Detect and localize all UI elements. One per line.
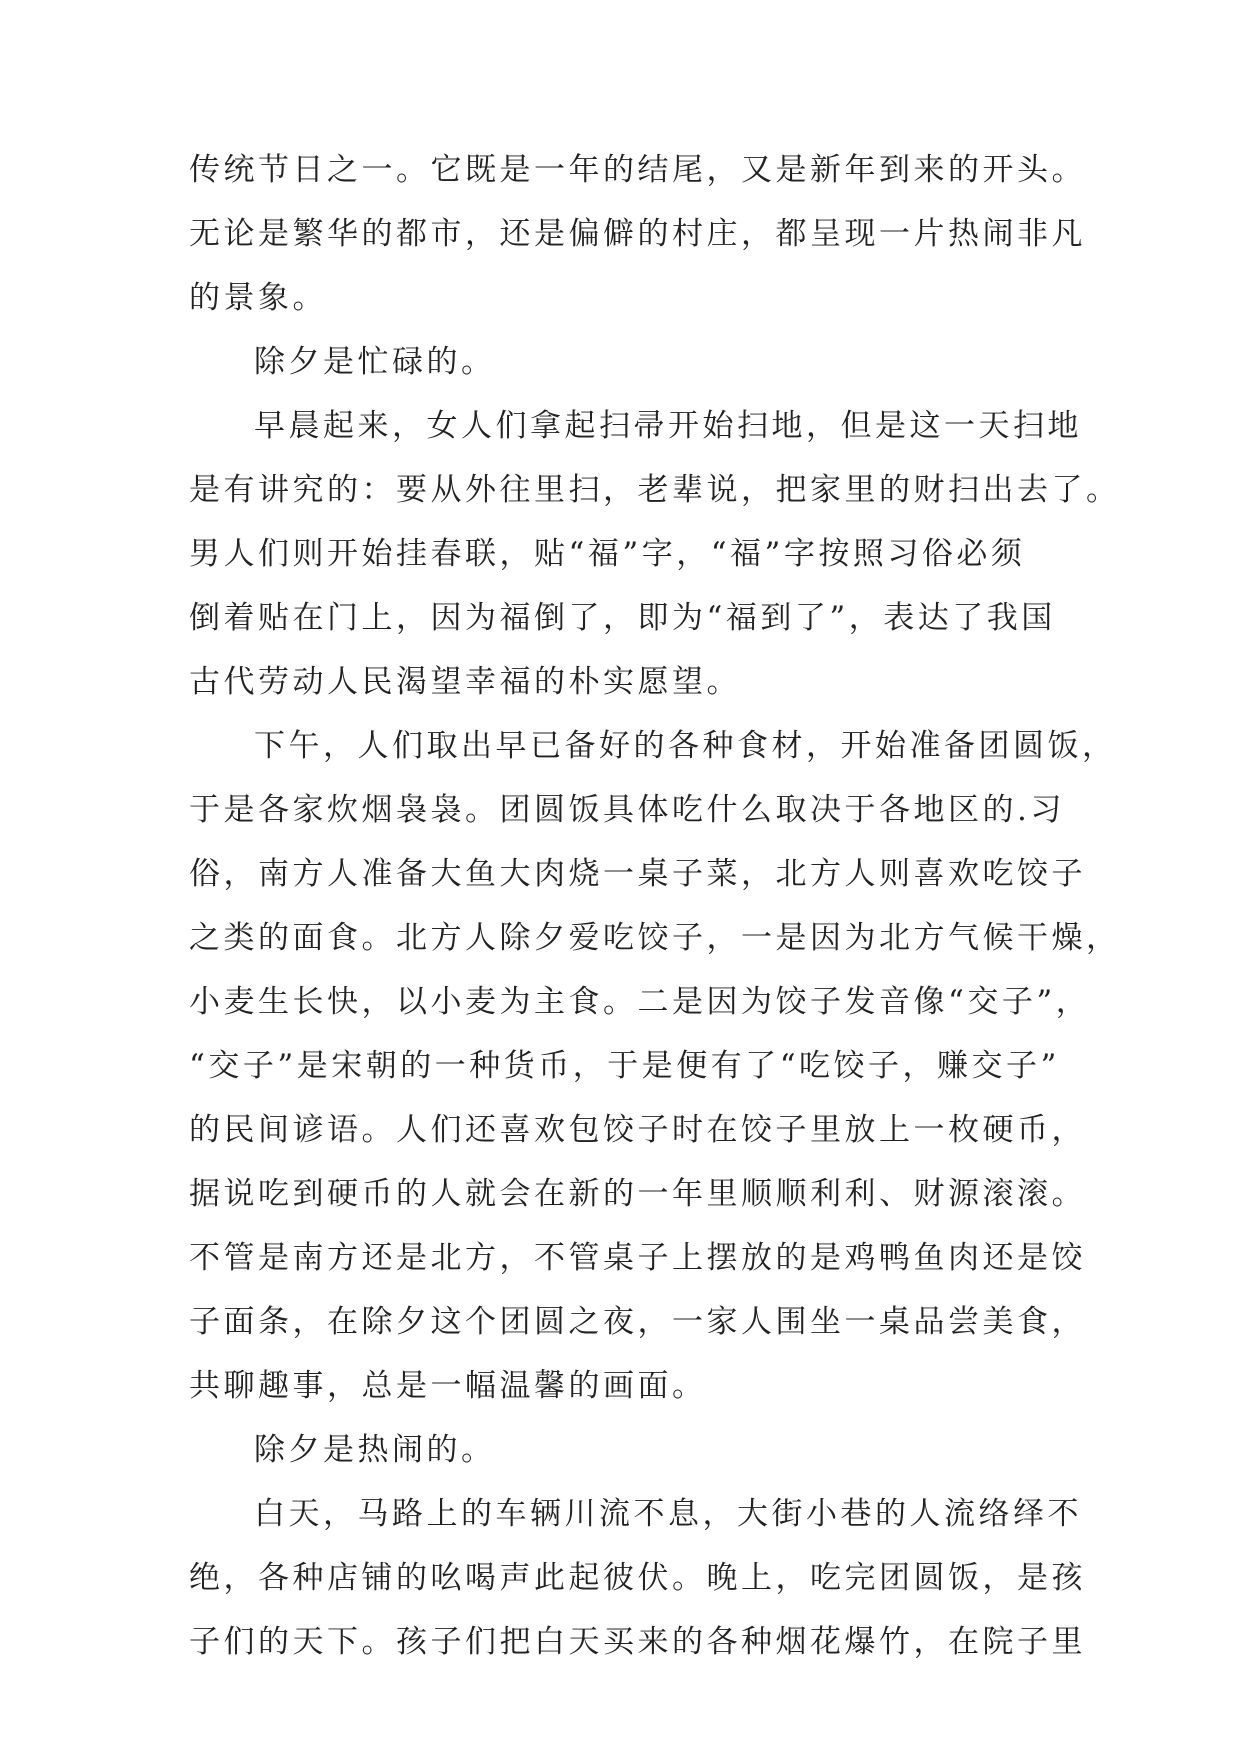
text-line: 绝，各种店铺的吆喝声此起彼伏。晚上，吃完团圆饭，是孩 xyxy=(189,1560,1086,1596)
section-heading: 除夕是忙碌的。 xyxy=(254,344,496,380)
text-line: 小麦生长快，以小麦为主食。二是因为饺子发音像“交子”， xyxy=(189,984,1091,1020)
text-line: 子面条，在除夕这个团圆之夜，一家人围坐一桌品尝美食， xyxy=(189,1304,1086,1340)
text-line: 之类的面食。北方人除夕爱吃饺子，一是因为北方气候干燥， xyxy=(189,920,1121,956)
text-line: “交子”是宋朝的一种货币，于是便有了“吃饺子，赚交子” xyxy=(189,1048,1060,1084)
text-line: 俗，南方人准备大鱼大肉烧一桌子菜，北方人则喜欢吃饺子 xyxy=(189,856,1086,892)
text-line: 男人们则开始挂春联，贴“福”字，“福”字按照习俗必须 xyxy=(189,536,1026,572)
text-line: 无论是繁华的都市，还是偏僻的村庄，都呈现一片热闹非凡 xyxy=(189,216,1086,252)
text-line: 白天，马路上的车辆川流不息，大街小巷的人流络绎不 xyxy=(254,1496,1082,1532)
text-line: 传统节日之一。它既是一年的结尾，又是新年到来的开头。 xyxy=(189,152,1086,188)
text-line: 的民间谚语。人们还喜欢包饺子时在饺子里放上一枚硬币， xyxy=(189,1112,1086,1148)
text-line: 不管是南方还是北方，不管桌子上摆放的是鸡鸭鱼肉还是饺 xyxy=(189,1240,1086,1276)
text-line: 共聊趣事，总是一幅温馨的画面。 xyxy=(189,1368,707,1404)
text-line: 的景象。 xyxy=(189,280,327,316)
text-line: 于是各家炊烟袅袅。团圆饭具体吃什么取决于各地区的.习 xyxy=(189,792,1065,828)
text-line: 子们的天下。孩子们把白天买来的各种烟花爆竹，在院子里 xyxy=(189,1624,1086,1660)
text-line: 下午，人们取出早已备好的各种食材，开始准备团圆饭， xyxy=(254,728,1117,764)
text-line: 古代劳动人民渴望幸福的朴实愿望。 xyxy=(189,664,741,700)
text-line: 倒着贴在门上，因为福倒了，即为“福到了”，表达了我国 xyxy=(189,600,1056,636)
text-line: 据说吃到硬币的人就会在新的一年里顺顺利利、财源滚滚。 xyxy=(189,1176,1086,1212)
text-line: 是有讲究的：要从外往里扫，老辈说，把家里的财扫出去了。 xyxy=(189,472,1121,508)
section-heading: 除夕是热闹的。 xyxy=(254,1432,496,1468)
text-line: 早晨起来，女人们拿起扫帚开始扫地，但是这一天扫地 xyxy=(254,408,1082,444)
